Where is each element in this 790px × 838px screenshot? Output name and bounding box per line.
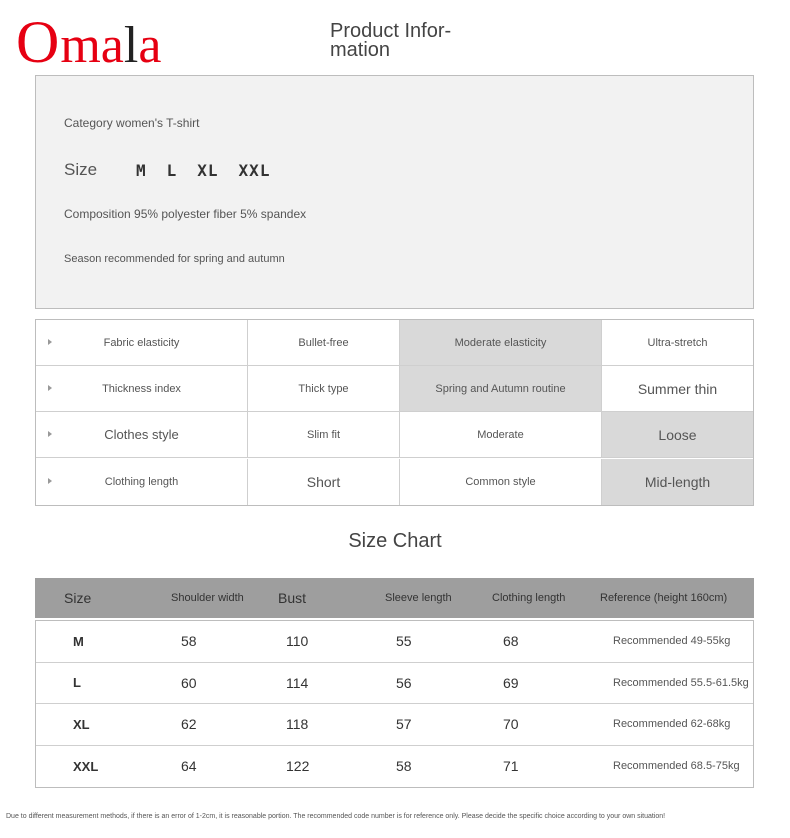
column-header: Size xyxy=(64,590,92,606)
reference-cell: Recommended 49-55kg xyxy=(613,635,731,648)
measurement-cell: 56 xyxy=(396,674,412,691)
attribute-option: Ultra-stretch xyxy=(601,320,753,365)
attribute-row xyxy=(36,459,753,505)
attribute-label: Clothing length xyxy=(104,476,179,488)
measurement-cell: 114 xyxy=(286,674,309,691)
column-header: Sleeve length xyxy=(385,592,452,604)
logo-letter-o: O xyxy=(16,9,60,75)
reference-cell: Recommended 62-68kg xyxy=(613,718,731,731)
measurement-cell: 118 xyxy=(286,716,309,733)
measurement-cell: 69 xyxy=(503,674,519,691)
logo-l: l xyxy=(123,17,139,74)
attribute-option: Common style xyxy=(399,459,601,505)
reference-cell: Recommended 55.5-61.5kg xyxy=(613,676,749,689)
measurement-cell: 58 xyxy=(396,758,412,775)
logo-end: a xyxy=(138,17,162,74)
attribute-option: Slim fit xyxy=(247,412,399,457)
column-header: Shoulder width xyxy=(171,592,244,604)
category-text: Category women's T-shirt xyxy=(64,116,200,130)
size-cell: L xyxy=(73,675,81,691)
attribute-option: Summer thin xyxy=(601,366,753,411)
attribute-label-cell xyxy=(36,366,247,411)
measurement-cell: 55 xyxy=(396,633,412,650)
attribute-grid xyxy=(35,319,754,506)
attribute-option-selected: Loose xyxy=(601,412,753,457)
attribute-label-cell xyxy=(36,459,247,505)
size-value: XXL xyxy=(238,160,271,180)
attribute-option: Bullet-free xyxy=(247,320,399,365)
brand-logo xyxy=(16,9,162,75)
table-row xyxy=(36,704,753,746)
size-value: XL xyxy=(197,160,219,180)
product-info-box xyxy=(35,75,754,309)
measurement-cell: 64 xyxy=(181,758,197,775)
logo-text xyxy=(60,17,162,74)
attribute-label-cell xyxy=(36,320,247,365)
size-chart-header xyxy=(35,578,754,618)
size-value: L xyxy=(166,160,178,180)
composition-text: Composition 95% polyester fiber 5% spandex xyxy=(64,207,307,221)
title-line-1: Product Infor- xyxy=(330,20,452,42)
page-title xyxy=(330,22,470,60)
measurement-cell: 62 xyxy=(181,716,197,733)
measurement-cell: 58 xyxy=(181,633,197,650)
logo-mid: ma xyxy=(60,17,124,74)
column-header: Reference (height 160cm) xyxy=(600,592,728,604)
measurement-cell: 68 xyxy=(503,633,519,650)
size-cell: XXL xyxy=(73,758,99,774)
attribute-option-selected: Spring and Autumn routine xyxy=(399,366,601,411)
size-cell: M xyxy=(73,633,84,649)
reference-cell: Recommended 68.5-75kg xyxy=(613,760,740,773)
bullet-icon xyxy=(48,385,52,391)
attribute-option: Short xyxy=(247,459,399,505)
size-value: M xyxy=(136,160,147,180)
measurement-cell: 70 xyxy=(503,716,519,733)
measurement-cell: 57 xyxy=(396,716,412,733)
size-chart-body xyxy=(35,620,754,788)
bullet-icon xyxy=(48,478,52,484)
bullet-icon xyxy=(48,431,52,437)
table-row xyxy=(36,663,753,705)
table-row xyxy=(36,621,753,663)
title-line-2: mation xyxy=(330,39,391,61)
season-text: Season recommended for spring and autumn xyxy=(64,253,285,265)
column-header: Bust xyxy=(278,590,307,606)
size-chart-title: Size Chart xyxy=(348,530,442,552)
attribute-option-selected: Moderate elasticity xyxy=(399,320,601,365)
attribute-option-selected: Mid-length xyxy=(601,459,753,505)
attribute-label: Clothes style xyxy=(104,427,179,442)
attribute-row xyxy=(36,320,753,366)
column-header: Clothing length xyxy=(492,592,566,604)
table-row xyxy=(36,746,753,788)
attribute-option: Moderate xyxy=(399,412,601,457)
attribute-row xyxy=(36,412,753,458)
attribute-option: Thick type xyxy=(247,366,399,411)
attribute-label: Thickness index xyxy=(102,382,181,395)
bullet-icon xyxy=(48,339,52,345)
attribute-row xyxy=(36,366,753,412)
size-chart-table xyxy=(35,578,754,788)
size-line xyxy=(64,160,290,180)
footnote: Due to different measurement methods, if there is an error of 1-2cm, it is reasonable portion. The recommended code number is for reference only. Please decide the specific choice according to your own situation! xyxy=(6,813,666,820)
attribute-label-cell xyxy=(36,412,247,457)
measurement-cell: 122 xyxy=(286,758,310,775)
measurement-cell: 110 xyxy=(286,633,309,650)
measurement-cell: 60 xyxy=(181,674,197,691)
size-label: Size xyxy=(64,160,98,179)
measurement-cell: 71 xyxy=(503,758,519,775)
attribute-label: Fabric elasticity xyxy=(103,336,180,349)
size-cell: XL xyxy=(73,716,90,732)
